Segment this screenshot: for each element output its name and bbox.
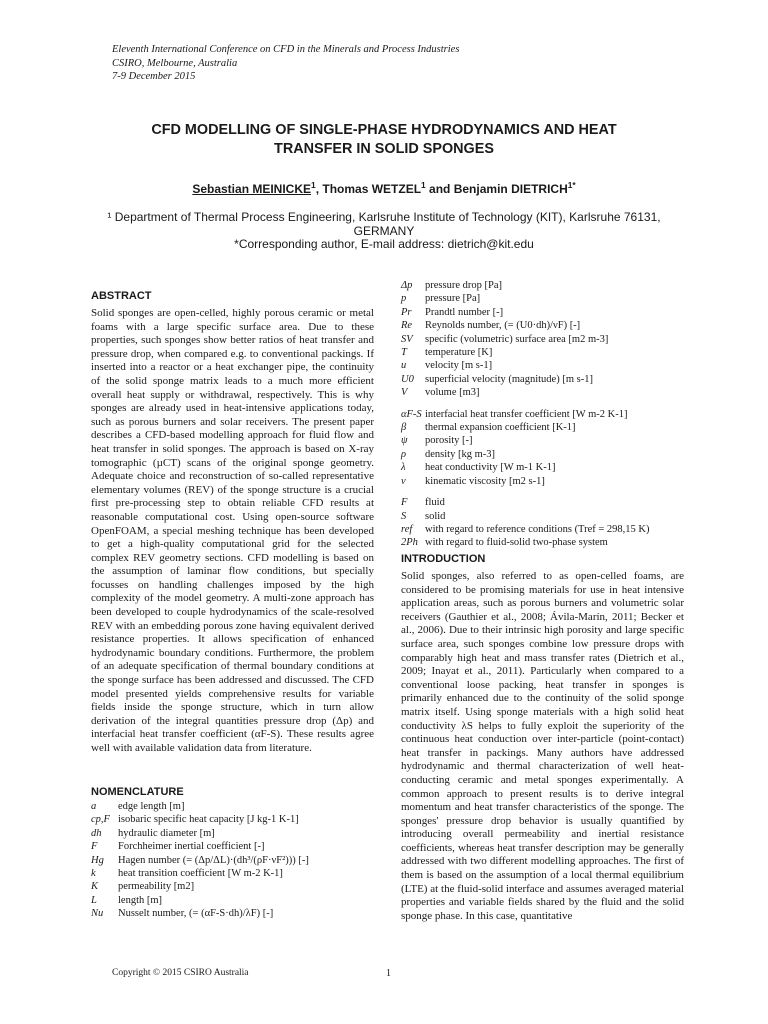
conference-date: 7-9 December 2015	[112, 71, 196, 82]
nomenclature-description: density [kg m-3]	[425, 448, 495, 460]
nomenclature-symbol: ref	[401, 523, 413, 535]
nomenclature-item	[401, 306, 650, 319]
nomenclature-symbol: V	[401, 387, 408, 399]
nomenclature-group-gap	[401, 400, 650, 408]
nomenclature-description: Forchheimer inertial coefficient [-]	[118, 841, 265, 853]
nomenclature-symbol: β	[401, 422, 407, 434]
nomenclature-item	[401, 475, 650, 488]
author-2-affil: 1	[421, 180, 426, 190]
nomenclature-list-left	[91, 800, 309, 921]
nomenclature-description: with regard to reference conditions (Tref = 298,15 K)	[425, 523, 650, 535]
nomenclature-description: velocity [m s-1]	[425, 360, 493, 372]
nomenclature-item	[91, 813, 309, 826]
nomenclature-description: kinematic viscosity [m2 s-1]	[425, 475, 545, 487]
nomenclature-symbol: K	[91, 881, 99, 893]
nomenclature-description: temperature [K]	[425, 347, 493, 359]
conference-venue: CSIRO, Melbourne, Australia	[112, 57, 238, 69]
nomenclature-item	[401, 536, 650, 549]
nomenclature-symbol: dh	[91, 827, 102, 839]
nomenclature-item	[401, 292, 650, 305]
nomenclature-description: length [m]	[118, 894, 163, 906]
nomenclature-symbol: T	[401, 347, 407, 359]
nomenclature-symbol: U0	[401, 373, 414, 385]
nomenclature-description: Nusselt number, (= (αF-S·dh)/λF) [-]	[118, 908, 274, 920]
nomenclature-item	[401, 421, 650, 434]
nomenclature-item	[91, 827, 309, 840]
nomenclature-symbol: Pr	[401, 306, 412, 318]
nomenclature-symbol: λ	[401, 462, 406, 474]
introduction-text: Solid sponges, also referred to as open-celled foams, are considered to be promising materials for use in heat intensive application areas, such as porous burners and volumetric solar receivers (Gauthier et al., 2008; Ávila-Marín, 2011; Becker et al., 2006). Due to their intrinsic high porosity and large specific surface area, such sponges combine low pressure drops with comparably high heat and mass transfer rates (Dietrich et al., 2009; Inayat et al., 2011). Particularly when compared to a conventional loose packing, heat transfer in sponges is primarily enhanced due to the continuity of the solid sponge matrix itself. Using sponge materials with a high solid heat conductivity λS helps to fully exploit the superiority of the continuous heat conduction over inter-particle (point-contact) heat transfer in packings. Many authors have addressed hydrodynamic and thermal characterization of well heat-conducting ceramic and metal sponges experimentally. A common approach to present results is to derive integral momentum and heat transfer characteristics of the sponge. The sponges' pressure drop behavior is usually quantified by introducing overall permeability and inertial resistance coefficients, whereas heat transfer description may be generally addressed with two different modelling approaches. The first of them is based on the assumption of a local thermal equilibrium (LTE) at the fluid-solid interface and assumes averaged material properties and variable fields shared by the fluid and the solid sponge phase. In this case, quantitative	[401, 570, 684, 922]
nomenclature-item	[401, 346, 650, 359]
nomenclature-item	[401, 408, 650, 421]
conference-header	[112, 43, 459, 84]
nomenclature-item	[401, 333, 650, 346]
introduction-heading: INTRODUCTION	[401, 553, 486, 565]
nomenclature-item	[91, 854, 309, 867]
nomenclature-symbol: Re	[401, 320, 413, 332]
nomenclature-description: pressure [Pa]	[425, 293, 481, 305]
nomenclature-item	[401, 434, 650, 447]
nomenclature-description: Reynolds number, (= (U0·dh)/νF) [-]	[425, 320, 581, 332]
nomenclature-item	[401, 461, 650, 474]
nomenclature-description: pressure drop [Pa]	[425, 280, 502, 291]
nomenclature-item	[401, 319, 650, 332]
page-number: 1	[386, 968, 391, 979]
nomenclature-symbol: SV	[401, 333, 413, 345]
paper-title	[100, 121, 668, 159]
nomenclature-description: heat transition coefficient [W m-2 K-1]	[118, 868, 283, 880]
nomenclature-item	[401, 510, 650, 523]
nomenclature-item	[91, 867, 309, 880]
nomenclature-description: interfacial heat transfer coefficient [W m-2 K-1]	[425, 408, 628, 420]
affiliation	[100, 211, 668, 252]
abstract-heading: ABSTRACT	[91, 290, 152, 302]
affiliation-line-1: ¹ Department of Thermal Process Engineering, Karlsruhe Institute of Technology (KIT), Karlsruhe 76131,	[107, 210, 661, 224]
nomenclature-item	[91, 880, 309, 893]
nomenclature-item	[401, 359, 650, 372]
nomenclature-symbol: F	[401, 497, 408, 509]
nomenclature-symbol: Δp	[401, 280, 413, 291]
nomenclature-item	[401, 373, 650, 386]
corresponding-author: *Corresponding author, E-mail address: dietrich@kit.edu	[234, 237, 534, 252]
nomenclature-description: heat conductivity [W m-1 K-1]	[425, 462, 556, 474]
nomenclature-item	[91, 840, 309, 853]
author-2: , Thomas WETZEL	[315, 182, 422, 196]
nomenclature-symbol: p	[401, 293, 407, 305]
nomenclature-symbol: αF-S	[401, 408, 422, 420]
nomenclature-symbol: u	[401, 360, 407, 372]
nomenclature-list-right	[401, 279, 650, 550]
conference-name: Eleventh International Conference on CFD in the Minerals and Process Industries	[112, 44, 460, 55]
nomenclature-item	[401, 279, 650, 292]
nomenclature-description: isobaric specific heat capacity [J kg-1 K-1]	[118, 814, 299, 826]
author-list	[100, 180, 668, 196]
nomenclature-item	[91, 800, 309, 813]
nomenclature-group-gap	[401, 488, 650, 496]
nomenclature-symbol: k	[91, 868, 96, 880]
affiliation-line-2: GERMANY	[353, 223, 415, 238]
nomenclature-description: permeability [m2]	[118, 881, 195, 893]
author-3: and Benjamin DIETRICH	[425, 182, 568, 196]
nomenclature-symbol: S	[401, 510, 407, 522]
nomenclature-symbol: L	[91, 894, 97, 906]
nomenclature-description: superficial velocity (magnitude) [m s-1]	[425, 373, 593, 385]
nomenclature-symbol: ψ	[401, 435, 408, 447]
author-1: Sebastian MEINICKE	[192, 182, 312, 196]
nomenclature-description: fluid	[425, 497, 445, 509]
nomenclature-description: with regard to fluid-solid two-phase system	[425, 537, 608, 549]
nomenclature-item	[91, 894, 309, 907]
author-3-affil: 1*	[567, 180, 576, 190]
nomenclature-description: hydraulic diameter [m]	[118, 827, 215, 839]
nomenclature-item	[401, 448, 650, 461]
title-line-2: TRANSFER IN SOLID SPONGES	[274, 141, 494, 157]
nomenclature-item	[401, 496, 650, 509]
nomenclature-item	[91, 907, 309, 920]
nomenclature-description: edge length [m]	[118, 801, 185, 812]
nomenclature-symbol: ν	[401, 475, 406, 487]
copyright-footer: Copyright © 2015 CSIRO Australia	[112, 968, 249, 978]
nomenclature-item	[401, 523, 650, 536]
nomenclature-symbol: cp,F	[91, 814, 110, 826]
nomenclature-item	[401, 386, 650, 399]
abstract-text: Solid sponges are open-celled, highly porous ceramic or metal foams with a large specific surface area. Due to these properties, such sponges show better ratios of heat transfer and pressure drop, when compared e.g. to conventional packings. If inserted into a reactor or a heat exchanger pipe, the continuity of the solid sponge matrix leads to a much more efficient overall heat supply or withdrawal, respectively. This is why sponges are already used in heat-intensive applications today, such as porous burners and solar receivers. The present paper describes a CFD-based modelling approach for fluid flow and heat transfer in solid sponges. The approach is based on X-ray tomographic (µCT) scans of the original sponge geometry. Adequate choice and reconstruction of so-called representative elementary volumes (REV) of the sponge structure is a crucial first pre-processing step to obtain reliable CFD results at reasonable computational cost. Using open-source software OpenFOAM, a special meshing technique has been developed to get a high-quality computational grid for the selected complex REV geometry sections. CFD modelling is based on the assumption of laminar flow conditions, but specially focusses on handling challenges imposed by the high complexity of the model geometry. A multi-zone approach has been developed to couple hydrodynamics of the scale-resolved REV with an embedding porous zone having equivalent derived resistance properties. It allows specification of enhanced hydrodynamic boundary conditions. Furthermore, the problem of an adequate specification of thermal boundary conditions at the sponge surface has been addressed and discussed. The CFD model presented yields comprehensive results for variable fields inside the sponge structure, which in turn allow derivation of the integral quantities pressure drop (Δp) and interfacial heat transfer coefficient (αF-S). These results agree well with available validation data from literature.	[91, 307, 374, 754]
nomenclature-symbol: ρ	[401, 448, 407, 460]
nomenclature-symbol: Hg	[91, 854, 104, 866]
nomenclature-heading: NOMENCLATURE	[91, 786, 184, 798]
nomenclature-symbol: Nu	[91, 908, 104, 920]
author-1-affil: 1	[311, 180, 316, 190]
nomenclature-symbol: F	[91, 841, 98, 853]
nomenclature-description: solid	[425, 510, 446, 522]
nomenclature-symbol: a	[91, 801, 97, 812]
nomenclature-description: thermal expansion coefficient [K-1]	[425, 422, 576, 434]
nomenclature-description: porosity [-]	[425, 435, 473, 447]
nomenclature-description: volume [m3]	[425, 387, 480, 399]
nomenclature-symbol: 2Ph	[401, 537, 418, 549]
title-line-1: CFD MODELLING OF SINGLE-PHASE HYDRODYNAMICS AND HEAT	[151, 122, 617, 138]
nomenclature-description: Hagen number (= (Δp/ΔL)·(dh³/(ρF·νF²))) [-]	[118, 854, 309, 866]
nomenclature-description: Prandtl number [-]	[425, 306, 504, 318]
nomenclature-description: specific (volumetric) surface area [m2 m-3]	[425, 333, 609, 345]
